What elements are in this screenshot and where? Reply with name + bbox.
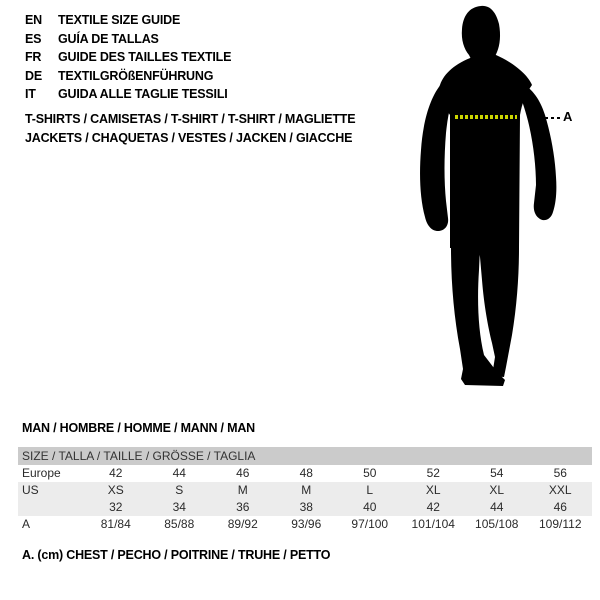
- row-label: [18, 499, 84, 516]
- table-cell: M: [301, 483, 312, 497]
- table-cell: 105/108: [475, 517, 519, 531]
- man-silhouette: [418, 5, 578, 400]
- table-cell: 44: [172, 466, 186, 480]
- lang-row-de: [25, 67, 231, 86]
- table-cell: 42: [426, 500, 440, 514]
- table-cell: 48: [299, 466, 313, 480]
- row-label: US: [22, 483, 39, 497]
- table-cell: 46: [236, 466, 250, 480]
- table-cell: 34: [172, 500, 186, 514]
- table-cell: 50: [363, 466, 377, 480]
- category-tshirts: T-SHIRTS / CAMISETAS / T-SHIRT / T-SHIRT / MAGLIETTE: [25, 112, 356, 126]
- lang-label: TEXTILGRÖßENFÜHRUNG: [58, 68, 214, 83]
- measurement-footnote: A. (cm) CHEST / PECHO / POITRINE / TRUHE / PETTO: [22, 548, 331, 562]
- lang-label: GUÍA DE TALLAS: [58, 31, 159, 46]
- table-row-us-numeric: [18, 499, 592, 516]
- table-cell: 38: [299, 500, 313, 514]
- lang-code: DE: [25, 68, 42, 83]
- chest-measure-dashed-line: [455, 115, 517, 119]
- table-row-chest-a: [18, 516, 592, 533]
- table-cell: 109/112: [539, 517, 582, 531]
- table-cell: XS: [107, 483, 124, 497]
- table-cell: XL: [425, 483, 441, 497]
- lang-row-fr: [25, 48, 231, 67]
- table-cell: 89/92: [227, 517, 258, 531]
- table-cell: 32: [109, 500, 123, 514]
- table-row-europe: [18, 465, 592, 482]
- table-cell: 54: [490, 466, 504, 480]
- lang-code: IT: [25, 87, 36, 102]
- table-cell: 44: [490, 500, 504, 514]
- table-cell: 101/104: [411, 517, 455, 531]
- lang-label: GUIDE DES TAILLES TEXTILE: [58, 50, 232, 65]
- language-list: [25, 11, 231, 104]
- lang-code: ES: [25, 31, 42, 46]
- table-cell: 36: [236, 500, 250, 514]
- table-cell: 93/96: [291, 517, 322, 531]
- table-cell: 42: [109, 466, 123, 480]
- man-silhouette-svg: [418, 5, 578, 400]
- table-cell: XXL: [548, 483, 572, 497]
- row-label: Europe: [22, 466, 61, 480]
- table-cell: L: [366, 483, 374, 497]
- category-jackets: JACKETS / CHAQUETAS / VESTES / JACKEN / GIACCHE: [25, 131, 353, 145]
- measure-connector-dashes: [545, 117, 560, 119]
- table-row-us: [18, 482, 592, 499]
- table-cell: M: [237, 483, 248, 497]
- size-table: [18, 447, 592, 533]
- table-cell: 97/100: [351, 517, 389, 531]
- lang-row-it: [25, 85, 231, 104]
- table-cell: 85/88: [164, 517, 195, 531]
- category-lines: [25, 110, 355, 148]
- table-cell: 81/84: [100, 517, 131, 531]
- table-cell: XL: [489, 483, 505, 497]
- table-cell: 52: [426, 466, 440, 480]
- lang-row-en: [25, 11, 231, 30]
- lang-row-es: [25, 30, 231, 49]
- section-title-man: MAN / HOMBRE / HOMME / MANN / MAN: [22, 421, 255, 435]
- table-cell: 40: [363, 500, 377, 514]
- row-label: A: [22, 517, 31, 531]
- lang-label: TEXTILE SIZE GUIDE: [58, 13, 181, 27]
- table-cell: 56: [553, 466, 567, 480]
- measure-label-a: A: [563, 109, 573, 124]
- table-cell: 46: [553, 500, 567, 514]
- lang-label: GUIDA ALLE TAGLIE TESSILI: [58, 87, 228, 102]
- lang-code: FR: [25, 50, 42, 65]
- size-table-header: SIZE / TALLA / TAILLE / GRÖSSE / TAGLIA: [18, 447, 592, 465]
- lang-code: EN: [25, 13, 42, 27]
- table-cell: S: [175, 483, 184, 497]
